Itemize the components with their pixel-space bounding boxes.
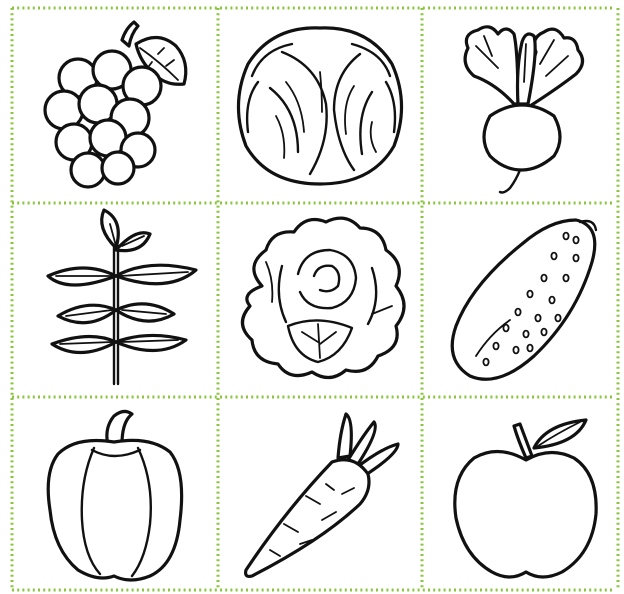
cabbage-icon (222, 12, 418, 200)
cucumber-bump (535, 315, 540, 322)
cell-lettuce (222, 206, 418, 394)
cucumber-bump (551, 253, 556, 260)
apple-icon (426, 400, 622, 588)
cell-mint (18, 206, 214, 394)
cell-cucumber (426, 206, 622, 394)
cucumber-bump (527, 291, 532, 298)
cucumber-bump (563, 275, 568, 282)
radish-icon (426, 12, 622, 200)
cell-carrot (222, 400, 418, 588)
cell-cabbage (222, 12, 418, 200)
cell-bell-pepper (18, 400, 214, 588)
cucumber-bump (573, 237, 578, 244)
mint-icon (18, 206, 214, 394)
cucumber-bump (483, 359, 488, 366)
cucumber-bump (549, 297, 554, 304)
cucumber-bump (527, 345, 532, 352)
cucumber-bump (555, 315, 560, 322)
carrot-icon (222, 400, 418, 588)
cell-apple (426, 400, 622, 588)
cucumber-bump (523, 331, 528, 338)
grapes-icon (18, 12, 214, 200)
cucumber-bump (503, 325, 508, 332)
cell-grapes (18, 12, 214, 200)
cucumber-bump (573, 255, 578, 262)
cucumber-bump (513, 347, 518, 354)
cucumber-bump (493, 343, 498, 350)
cucumber-icon (426, 206, 622, 394)
cell-radish (426, 12, 622, 200)
lettuce-icon (222, 206, 418, 394)
cucumber-bump (541, 275, 546, 282)
cucumber-bump (515, 309, 520, 316)
bell-pepper-icon (18, 400, 214, 588)
cucumber-bump (563, 233, 568, 240)
cucumber-bump (541, 329, 546, 336)
